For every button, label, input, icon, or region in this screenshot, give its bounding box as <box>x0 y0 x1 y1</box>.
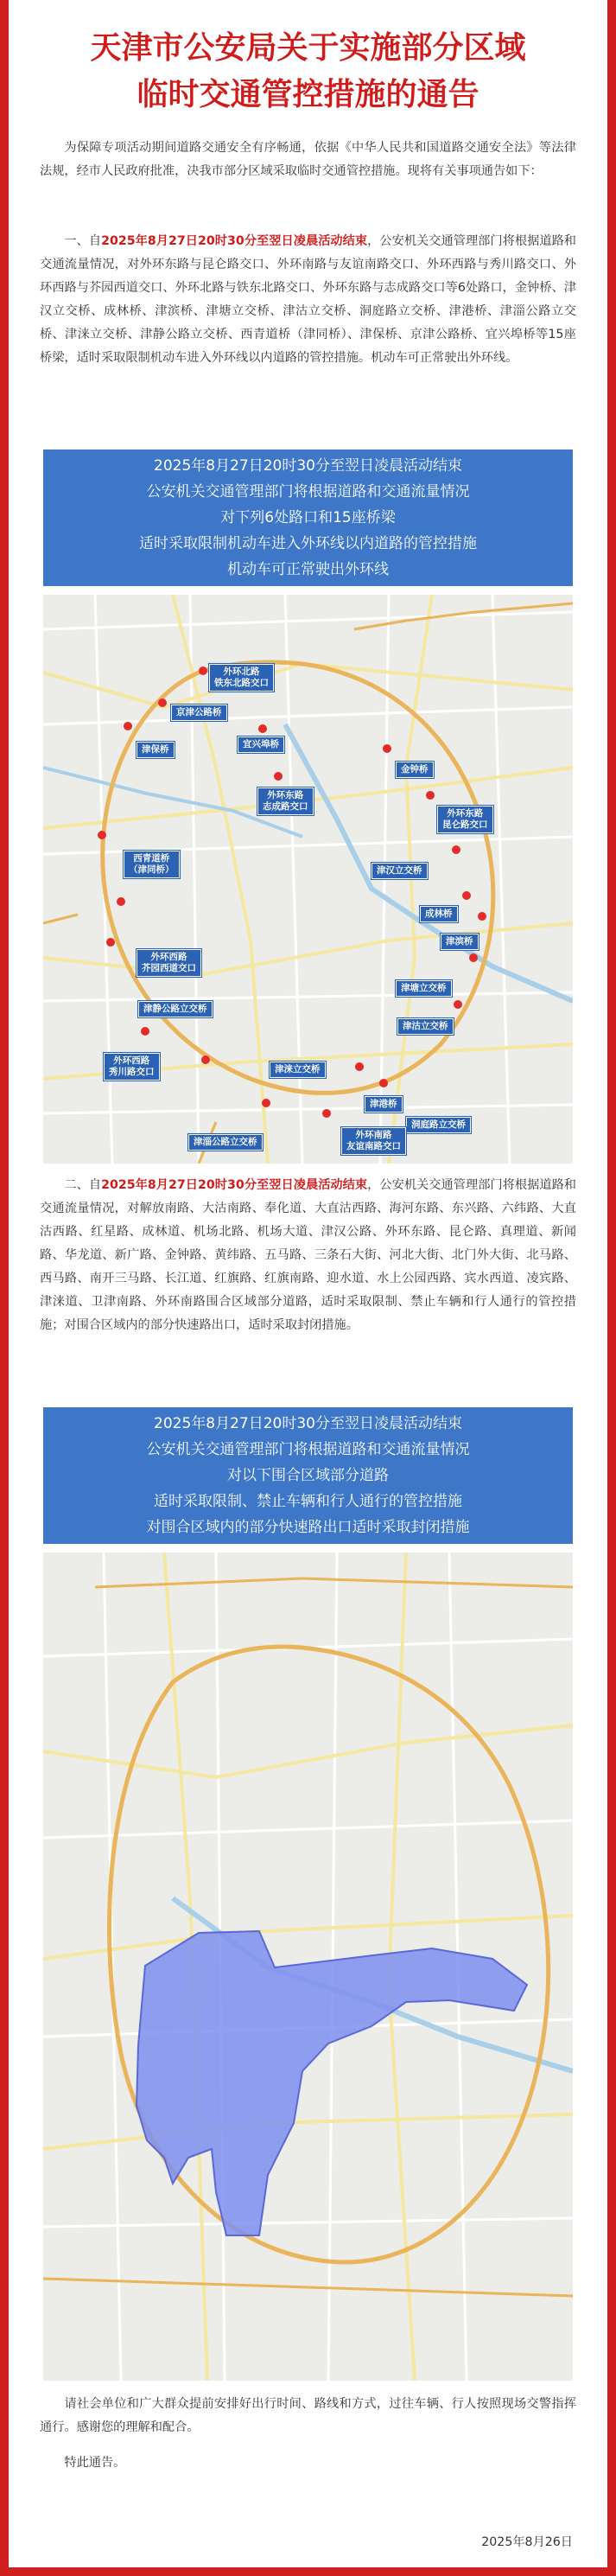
map-1-label-jinzhong: 金钟桥 <box>396 762 434 778</box>
banner-1-line-4: 适时采取限制机动车进入外环线以内道路的管控措施 <box>139 535 477 552</box>
map-1-label-waihuan-bei: 外环北路 铁东北路交口 <box>209 664 274 692</box>
map-1 <box>43 595 573 1164</box>
map-1-label-waihuan-xi-jieyuan: 外环西路 芥园西道交口 <box>137 949 201 977</box>
map-1-label-dongting: 洞庭路立交桥 <box>406 1117 471 1133</box>
section-2-body: ，公安机关交通管理部门将根据道路和交通流量情况，对解放南路、大沽南路、奉化道、大直沽西路、海河东路、东兴路、六纬路、大直沽西路、红星路、成林道、机场北路、机场大道、津汉公路、外环东路、昆仑路、真理道、新闻路、华龙道、新广路、金钟路、黄纬路、五马路、三条石大街、河北大街、北门外大街、北马路、西马路、南开三马路、长江道、红旗路、红旗南路、迎水道、水上公园西路、宾水西道、凌宾路、津涞道、卫津南路、外环南路围合区域部分道路，适时采取限制、禁止车辆和行人通行的管控措施；对围合区域内的部分快速路出口，适时采取封闭措施。 <box>40 1178 576 1332</box>
map-2-base <box>43 1553 573 2381</box>
banner-1-line-3: 对下列6处路口和15座桥梁 <box>220 509 396 526</box>
map-1-label-jinzi: 津淄公路立交桥 <box>188 1134 263 1151</box>
banner-2 <box>43 1407 573 1544</box>
section-1-prefix: 一、自 <box>64 234 102 248</box>
banner-1-line-2: 公安机关交通管理部门将根据道路和交通流量情况 <box>146 483 470 501</box>
notice-title <box>9 24 607 118</box>
section-1-paragraph <box>40 230 576 370</box>
section-1-body: ，公安机关交通管理部门将根据道路和交通流量情况，对外环东路与昆仑路交口、外环南路与友谊南路交口、外环西路与秀川路交口、外环西路与芥园西道交口、外环北路与铁东北路交口、外环东路与志成路交口等6处路口，金钟桥、津汉立交桥、成林桥、津滨桥、津塘立交桥、津沽立交桥、洞庭路立交桥、津港桥、津淄公路立交桥、津涞立交桥、津静公路立交桥、西青道桥（津同桥）、津保桥、京津公路桥、宜兴埠桥等15座桥梁，适时采取限制机动车进入外环线以内道路的管控措施。机动车可正常驶出外环线。 <box>40 234 576 365</box>
map-1-label-jinhan: 津汉立交桥 <box>372 863 428 879</box>
banner-2-line-2: 公安机关交通管理部门将根据道路和交通流量情况 <box>146 1441 470 1458</box>
section-2-time-highlight: 2025年8月27日20时30分至翌日凌晨活动结束 <box>101 1178 368 1192</box>
section-2-prefix: 二、自 <box>64 1178 102 1192</box>
map-1-label-jingu: 津沽立交桥 <box>397 1018 454 1035</box>
map-1-label-jinlai: 津涞立交桥 <box>270 1062 326 1078</box>
map-1-label-waihuan-dong-kunlun: 外环东路 昆仑路交口 <box>437 806 493 833</box>
section-2-paragraph <box>40 1174 576 1337</box>
map-1-label-jinbao: 津保桥 <box>137 742 175 758</box>
banner-1-line-5: 机动车可正常驶出外环线 <box>227 561 389 578</box>
map-1-label-waihuan-dong-zhicheng: 外环东路 志成路交口 <box>257 787 314 815</box>
banner-2-line-3: 对以下围合区域部分道路 <box>227 1467 389 1484</box>
notice-date: 2025年8月26日 <box>481 2535 573 2549</box>
title-line-1: 天津市公安局关于实施部分区域 <box>90 29 526 66</box>
map-1-label-yixingbu: 宜兴埠桥 <box>238 736 284 753</box>
title-line-2: 临时交通管控措施的通告 <box>137 76 479 112</box>
banner-2-line-1: 2025年8月27日20时30分至翌日凌晨活动结束 <box>154 1415 462 1432</box>
map-1-label-waihuan-xi-xiuchuan: 外环西路 秀川路交口 <box>104 1053 160 1081</box>
special-notice: 特此通告。 <box>64 2456 126 2470</box>
map-2 <box>43 1553 573 2381</box>
section-1-time-highlight: 2025年8月27日20时30分至翌日凌晨活动结束 <box>101 234 368 248</box>
banner-2-line-5: 对围合区域内的部分快速路出口适时采取封闭措施 <box>146 1519 470 1536</box>
intro-paragraph: 为保障专项活动期间道路交通安全有序畅通，依据《中华人民共和国道路交通安全法》等法律法规，经市人民政府批准，决我市部分区域采取临时交通管控措施。现将有关事项通告如下： <box>40 141 576 178</box>
map-1-label-jinjing: 津静公路立交桥 <box>138 1001 213 1017</box>
banner-1 <box>43 450 573 586</box>
map-1-label-xiqingdao: 西青道桥 （津同桥） <box>124 851 180 878</box>
closing-paragraph: 请社会单位和广大群众提前安排好出行时间、路线和方式，过往车辆、行人按照现场交警指挥通行。感谢您的理解和配合。 <box>40 2397 576 2434</box>
map-1-label-chenglin: 成林桥 <box>420 906 458 922</box>
map-1-label-jinbin: 津滨桥 <box>441 934 479 950</box>
map-1-label-jintang: 津塘立交桥 <box>396 980 452 997</box>
map-1-label-waihuan-nan: 外环南路 友谊南路交口 <box>341 1127 406 1155</box>
map-1-label-jingang: 津港桥 <box>365 1096 403 1113</box>
banner-2-line-4: 适时采取限制、禁止车辆和行人通行的管控措施 <box>154 1493 462 1510</box>
map-1-label-jingjin-gonglu: 京津公路桥 <box>171 705 227 721</box>
banner-1-line-1: 2025年8月27日20时30分至翌日凌晨活动结束 <box>154 457 462 475</box>
